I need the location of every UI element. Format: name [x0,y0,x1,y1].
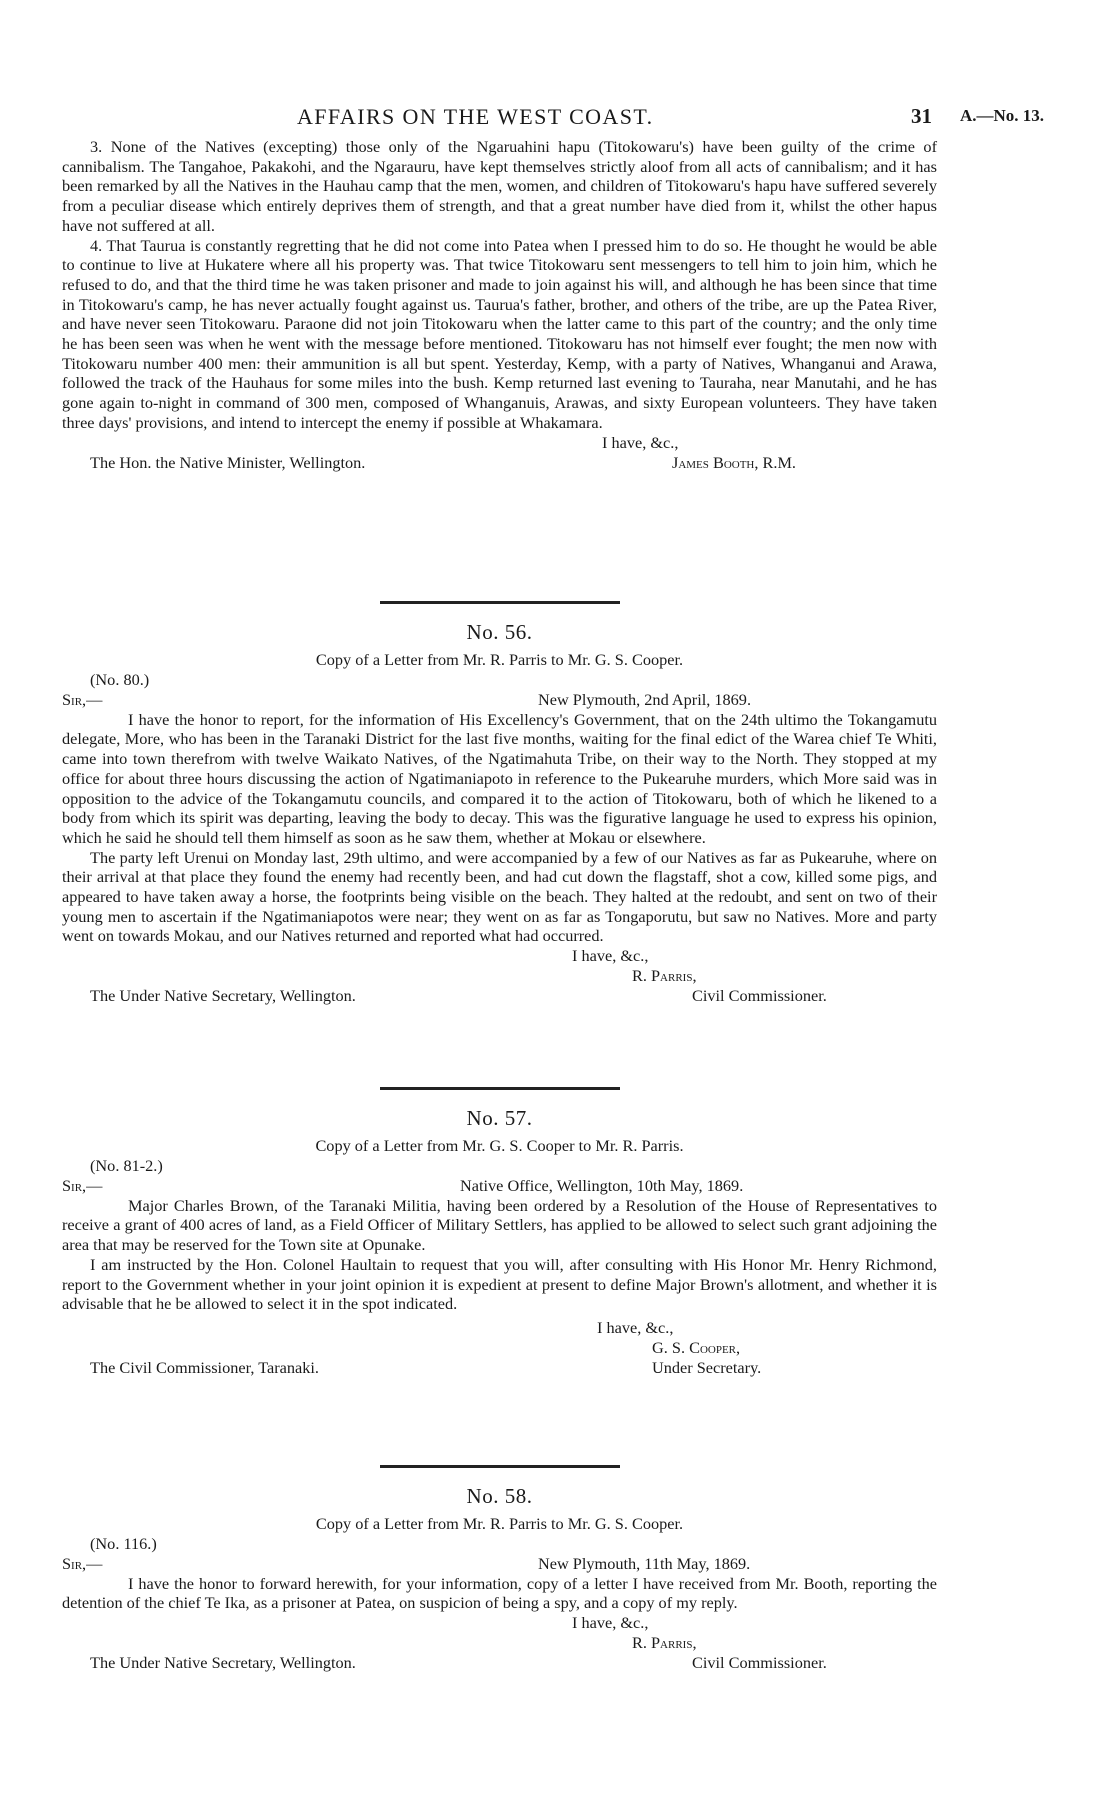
signature-title: Under Secretary. [652,1357,762,1377]
letter-paragraph: I have the honor to report, for the information of His Excellency's Government, that on the 24th ultimo the Tokangamutu delegate, More, who has been in the Taranaki District for the last five months, waiting for the final edict of the Warea chief Te Whiti, came into town therefrom with twelve Waikato Natives, of the Ngatimahuta Tribe, on their way to the North. They stopped at my office for about three hours discussing the action of Ngatimaniapoto in reference to the Pukearuhe murders, which More said was in opposition to the advice of the Tokangamutu councils, and compared it to the action of Titokowaru, both of which he likened to a body from which its spirit was departing, leaving the body to decay. This was the figurative language he used to express his opinion, which he said he should tell them himself as soon as he saw them, whether at Mokau or elsewhere. [62,709,937,847]
closing-line [62,433,937,453]
closing: I have, &c., [572,1613,649,1633]
letter-number: No. 57. [466,1106,533,1130]
addressee: The Under Native Secretary, Wellington. [90,1653,356,1673]
letter-title: Copy of a Letter from Mr. R. Parris to Mr. G. S. Cooper. [315,650,684,669]
signature-title: Civil Commissioner. [692,986,827,1006]
letter-paragraph: The party left Urenui on Monday last, 29th ultimo, and were accompanied by a few of our Natives as far as Pukearuhe, where on their arrival at that place they found the enemy had recently been, and had cut down the flagstaff, shot a cow, killed some pigs, and appeared to have taken away a horse, the footprints being visible on the beach. They halted at the redoubt, and sent on two of their young men to ascertain if the Ngatimaniapotos were near; they went on as far as Tongaporutu, but saw no Natives. More and party went on towards Mokau, and our Natives returned and reported what had occurred. [62,847,937,946]
salutation-line [62,690,937,710]
letter-ref-line [62,1534,937,1554]
salutation-line [62,1176,937,1196]
letter-ref-line [62,670,937,690]
salutation: Sir,— [62,1175,103,1195]
closing-line [62,946,937,966]
signature-title: Civil Commissioner. [692,1653,827,1673]
letter-title: Copy of a Letter from Mr. G. S. Cooper to Mr. R. Parris. [315,1136,684,1155]
addressee-line [62,1653,937,1673]
addressee-line [62,1358,937,1378]
place-date: Native Office, Wellington, 10th May, 1869. [460,1175,744,1195]
paragraph-4: 4. That Taurua is constantly regretting that he did not come into Patea when I pressed him to do so. He thought he would be able to continue to live at Hukatere where all his property was. That twice Titokowaru sent messengers to tell him to join him, which he refused to do, and that the third time he was taken prisoner and made to join against his will, and although he has been since that time in Titokowaru's camp, he has never actually fought against us. Taurua's father, brother, and others of the tribe, are up the Patea River, and have never seen Titokowaru. Paraone did not join Titokowaru when the latter came to this part of the country; and the only time he has been seen was when he went with the message before mentioned. Titokowaru has not himself ever fought; the men now with Titokowaru number 400 men: their ammunition is all but spent. Yesterday, Kemp, with a party of Natives, Whanganui and Arawa, followed the track of the Hauhaus for some miles into the bush. Kemp returned last evening to Tauraha, near Manutahi, and he has gone again to-night in command of 300 men, composed of Whanganuis, Arawas, and sixty European volunteers. They have taken three days' provisions, and intend to intercept the enemy if possible at Whakamara. [62,235,937,432]
letter-number: No. 56. [466,620,533,644]
letter-58 [62,1465,937,1673]
addressee-signature-line [62,453,937,473]
addressee: The Civil Commissioner, Taranaki. [90,1357,319,1377]
letter-ref: (No. 116.) [90,1533,157,1553]
addressee: The Hon. the Native Minister, Wellington. [90,452,366,472]
letter-paragraph: I am instructed by the Hon. Colonel Haultain to request that you will, after consulting with His Honor Mr. Henry Richmond, report to the Government whether in your joint opinion it is expedient at present to define Major Brown's allotment, and whether it is advisable that he be allowed to select it in the spot indicated. [62,1254,937,1314]
signature: James Booth, R.M. [672,452,796,472]
salutation: Sir,— [62,689,103,709]
signature: G. S. Cooper, [652,1337,741,1357]
signature-line [62,1633,937,1653]
letter-ref-line [62,1156,937,1176]
closing: I have, &c., [597,1317,674,1337]
letter-ref: (No. 81-2.) [90,1155,163,1175]
signature-line [62,1338,937,1358]
paper-reference: A.—No. 13. [960,106,1045,125]
salutation-line [62,1554,937,1574]
running-header [0,104,1114,134]
section-divider [380,1465,620,1468]
section-divider [380,1087,620,1090]
salutation: Sir,— [62,1553,103,1573]
page-number: 31 [911,104,932,128]
addressee: The Under Native Secretary, Wellington. [90,986,356,1006]
letter-ref: (No. 80.) [90,669,150,689]
section-divider [380,601,620,604]
closing-line [62,1613,937,1633]
signature-line [62,966,937,986]
letter-57 [62,1087,937,1378]
place-date: New Plymouth, 2nd April, 1869. [538,689,752,709]
letter-title: Copy of a Letter from Mr. R. Parris to Mr. G. S. Cooper. [315,1514,684,1533]
signature: R. Parris, [632,966,697,986]
place-date: New Plymouth, 11th May, 1869. [538,1553,751,1573]
paragraph-3: 3. None of the Natives (excepting) those only of the Ngaruahini hapu (Titokowaru's) have been guilty of the crime of cannibalism. The Tangahoe, Pakakohi, and the Ngarauru, have kept themselves strictly aloof from all acts of cannibalism; and it has been remarked by all the Natives in the Hauhau camp that the men, women, and children of Titokowaru's hapu have suffered severely from a peculiar disease which entirely deprives them of strength, and that a great number have died from it, whilst the other hapus have not suffered at all. [62,137,937,235]
letter-number: No. 58. [466,1484,533,1508]
closing: I have, &c., [572,946,649,966]
letter-paragraph: Major Charles Brown, of the Taranaki Militia, having been ordered by a Resolution of the House of Representatives to receive a grant of 400 acres of land, as a Field Officer of Military Settlers, has applied to be allowed to select such grant adjoining the area that may be reserved for the Town site at Opunake. [62,1195,937,1255]
letter-paragraph: I have the honor to forward herewith, for your information, copy of a letter I have received from Mr. Booth, reporting the detention of the chief Te Ika, as a prisoner at Patea, on suspicion of being a spy, and a copy of my reply. [62,1573,937,1613]
signature: R. Parris, [632,1633,697,1653]
closing: I have, &c., [602,432,679,452]
closing-line [62,1318,937,1338]
letter-56 [62,601,937,1006]
addressee-line [62,986,937,1006]
page-title: AFFAIRS ON THE WEST COAST. [297,104,654,129]
continued-letter [62,137,937,473]
